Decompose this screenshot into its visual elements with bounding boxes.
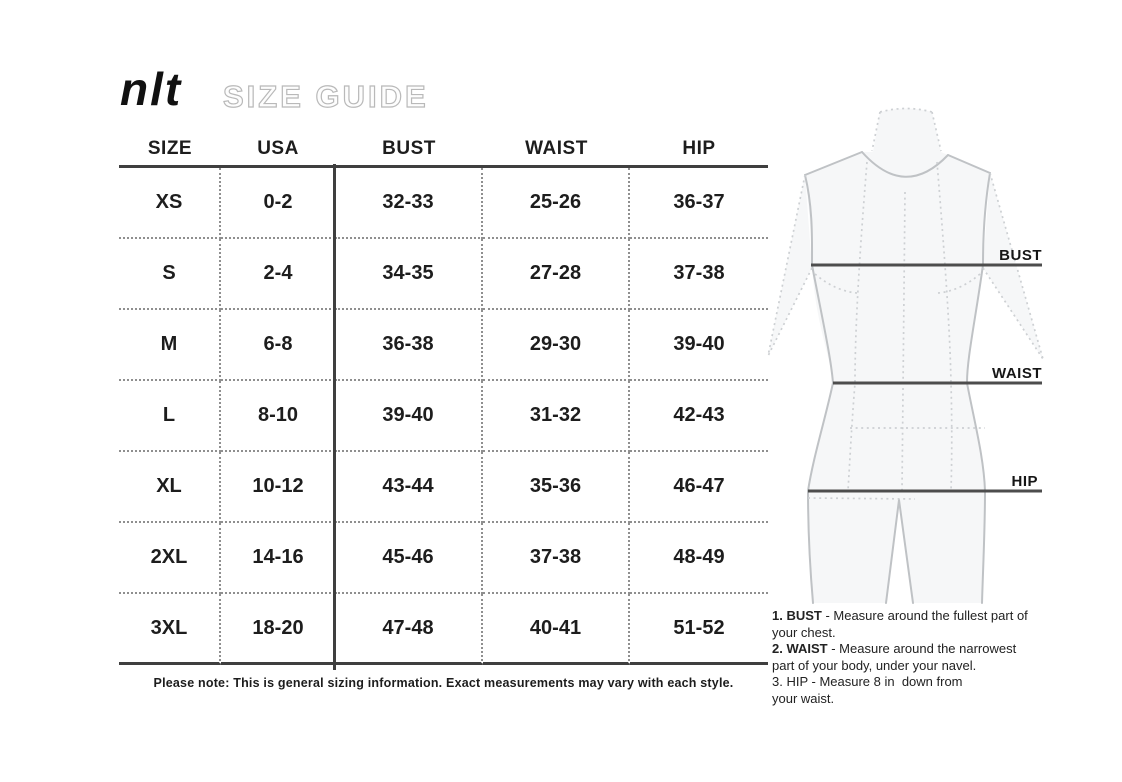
instruction-line xyxy=(772,658,1072,675)
measurement-instructions xyxy=(772,608,1072,707)
size-cell: 47-48 xyxy=(335,594,483,665)
size-cell: 37-38 xyxy=(483,523,630,594)
size-cell: 34-35 xyxy=(335,239,483,310)
size-cell: 0-2 xyxy=(221,168,335,239)
size-cell: 18-20 xyxy=(221,594,335,665)
size-cell: 48-49 xyxy=(630,523,768,594)
header-waist: WAIST xyxy=(483,140,630,168)
instruction-term: 2. WAIST xyxy=(772,641,828,656)
table-divider-line xyxy=(333,164,336,670)
size-cell: 37-38 xyxy=(630,239,768,310)
size-cell: 46-47 xyxy=(630,452,768,523)
size-cell: 25-26 xyxy=(483,168,630,239)
hip-label: HIP xyxy=(1011,473,1038,490)
body-measurement-diagram xyxy=(755,100,1065,615)
waist-label: WAIST xyxy=(992,365,1042,382)
size-cell: 27-28 xyxy=(483,239,630,310)
size-cell: 40-41 xyxy=(483,594,630,665)
instruction-text: - Measure around the narrowest xyxy=(827,641,1017,656)
table-note: Please note: This is general sizing information. Exact measurements may vary with each style. xyxy=(153,676,734,690)
instruction-text: part of your body, under your navel. xyxy=(772,657,977,673)
left-arm-fill xyxy=(768,175,812,356)
row-label: 2XL xyxy=(119,523,221,594)
size-cell: 2-4 xyxy=(221,239,335,310)
instruction-text: your waist. xyxy=(772,690,835,706)
size-cell: 32-33 xyxy=(335,168,483,239)
body-silhouette xyxy=(805,109,990,604)
bust-label: BUST xyxy=(999,247,1042,264)
size-cell: 45-46 xyxy=(335,523,483,594)
size-cell: 35-36 xyxy=(483,452,630,523)
header-hip: HIP xyxy=(630,140,768,168)
row-label: S xyxy=(119,239,221,310)
size-table xyxy=(119,140,768,665)
header-bust: BUST xyxy=(335,140,483,168)
row-label: 3XL xyxy=(119,594,221,665)
instruction-text: your chest. xyxy=(772,624,836,640)
row-label: M xyxy=(119,310,221,381)
size-cell: 29-30 xyxy=(483,310,630,381)
header-usa: USA xyxy=(221,140,335,168)
size-cell: 39-40 xyxy=(335,381,483,452)
size-cell: 14-16 xyxy=(221,523,335,594)
size-cell: 8-10 xyxy=(221,381,335,452)
instruction-term: 1. BUST xyxy=(772,608,822,623)
instruction-line xyxy=(772,691,1072,708)
page-title: SIZE GUIDE xyxy=(223,79,429,114)
size-cell: 36-38 xyxy=(335,310,483,381)
instruction-text: - Measure around the fullest part of xyxy=(821,608,1028,623)
size-cell: 42-43 xyxy=(630,381,768,452)
instruction-line xyxy=(772,641,1072,658)
instruction-text: 3. HIP - Measure 8 in down from xyxy=(772,674,963,689)
header-size: SIZE xyxy=(119,140,221,168)
size-cell: 31-32 xyxy=(483,381,630,452)
brand-logo: nlt xyxy=(120,63,183,115)
size-cell: 43-44 xyxy=(335,452,483,523)
row-label: XL xyxy=(119,452,221,523)
size-cell: 36-37 xyxy=(630,168,768,239)
instruction-line xyxy=(772,674,1072,691)
size-cell: 6-8 xyxy=(221,310,335,381)
size-cell: 10-12 xyxy=(221,452,335,523)
size-cell: 51-52 xyxy=(630,594,768,665)
instruction-line xyxy=(772,608,1072,625)
row-label: L xyxy=(119,381,221,452)
size-cell: 39-40 xyxy=(630,310,768,381)
row-label: XS xyxy=(119,168,221,239)
instruction-line xyxy=(772,625,1072,642)
